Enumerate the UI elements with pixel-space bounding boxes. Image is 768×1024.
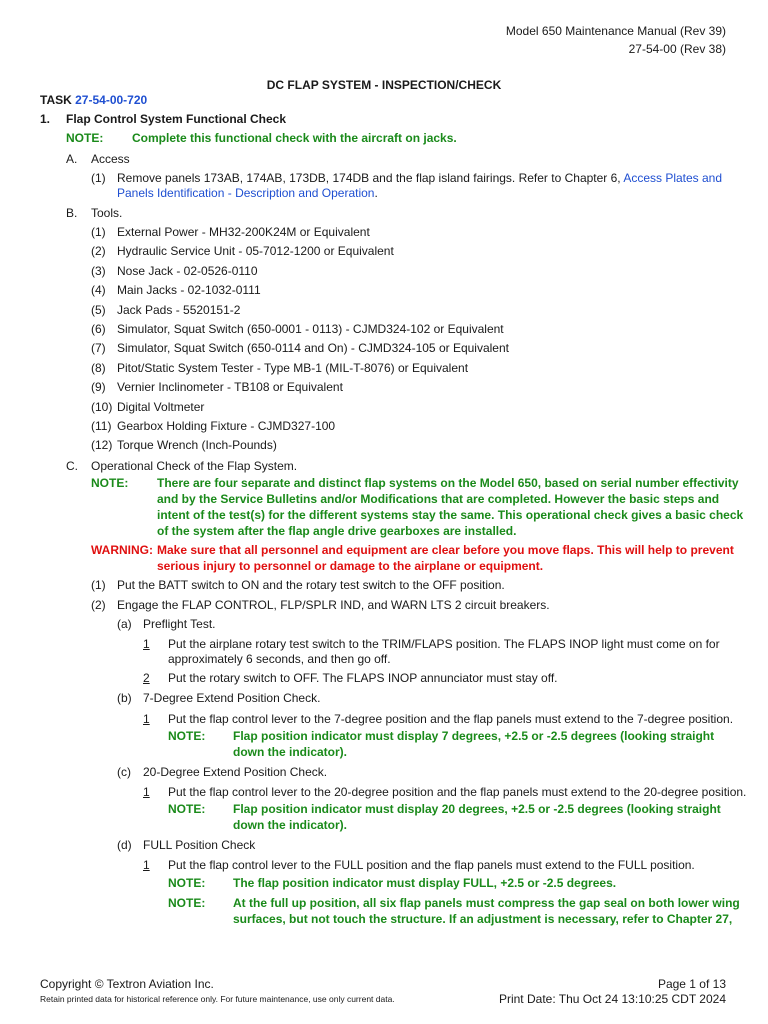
note-line: down the indicator). [233,745,347,759]
note-line: surfaces, but not touch the structure. If an adjustment is necessary, refer to Chapter 27, [233,912,733,926]
tool-number: (3) [91,264,106,278]
subitem-heading: FULL Position Check [143,838,256,852]
note-line: At the full up position, all six flap panels must compress the gap seal on both lower wing [233,896,740,910]
tool-item: Gearbox Holding Fixture - CJMD327-100 [117,419,336,433]
note-label: NOTE: [168,876,206,890]
tool-number: (2) [91,244,106,258]
note-line: Flap position indicator must display 7 degrees, +2.5 or -2.5 degrees (looking straight [233,729,715,743]
tool-number: (10) [91,400,113,414]
section-heading: Operational Check of the Flap System. [91,459,298,473]
section-letter: C. [66,459,78,473]
copyright: Copyright © Textron Aviation Inc. [40,977,214,991]
note-label: NOTE: [66,131,104,145]
retain-notice: Retain printed data for historical reference only. For future maintenance, use only current data. [40,994,395,1004]
note-label: NOTE: [168,729,206,743]
item-text: Engage the FLAP CONTROL, FLP/SPLR IND, and WARN LTS 2 circuit breakers. [117,598,550,612]
note-label: NOTE: [91,476,129,490]
section-heading: Access [91,152,130,166]
note-line: Flap position indicator must display 20 degrees, +2.5 or -2.5 degrees (looking straight [233,802,721,816]
step-text: Put the airplane rotary test switch to the TRIM/FLAPS position. The FLAPS INOP light must come on for [168,637,720,651]
tool-number: (8) [91,361,106,375]
note-line: intent of the test(s) for the different systems stay the same. This operational check gives a basic check [157,508,744,522]
note-line: of the system after the flap angle drive gearboxes are installed. [157,524,517,538]
note-line: The flap position indicator must display FULL, +2.5 or -2.5 degrees. [233,876,617,890]
step-heading: Flap Control System Functional Check [66,112,287,126]
tool-item: Main Jacks - 02-1032-0111 [117,283,261,297]
tool-number: (1) [91,225,106,239]
task-id-link[interactable]: 27-54-00-720 [75,93,148,107]
subitem-letter: (b) [117,691,132,705]
note-line: and by the Service Bulletins and/or Modifications that are completed. However the basic steps and [157,492,720,506]
step-number: 1 [143,637,150,651]
access-plates-link-cont[interactable]: Panels Identification - Description and Operation [117,186,375,200]
note-label: NOTE: [168,896,206,910]
section-heading: Tools. [91,206,123,220]
tool-item: Digital Voltmeter [117,400,205,414]
step-number: 1 [143,785,150,799]
step-number: 2 [143,671,150,685]
tool-item: Simulator, Squat Switch (650-0114 and On) - CJMD324-105 or Equivalent [117,341,509,355]
access-plates-link[interactable]: Access Plates and [623,171,723,185]
subitem-heading: 7-Degree Extend Position Check. [143,691,321,705]
print-date: Print Date: Thu Oct 24 13:10:25 CDT 2024 [498,992,726,1006]
section-letter: B. [66,206,78,220]
subitem-letter: (a) [117,617,132,631]
tool-number: (9) [91,380,106,394]
tool-item: Torque Wrench (Inch-Pounds) [117,438,277,452]
tool-item: Hydraulic Service Unit - 05-7012-1200 or Equivalent [117,244,394,258]
item-number: (1) [91,578,106,592]
warning-label: WARNING: [91,543,153,557]
access-item-line1 [117,171,722,185]
warning-line: Make sure that all personnel and equipment are clear before you move flaps. This will help to prevent [157,543,734,557]
tool-number: (7) [91,341,106,355]
section-letter: A. [66,152,78,166]
note-text: Complete this functional check with the aircraft on jacks. [132,131,457,145]
item-text: Put the BATT switch to ON and the rotary test switch to the OFF position. [117,578,505,592]
step-text: Put the flap control lever to the FULL position and the flap panels must extend to the FULL position. [168,858,695,872]
task-label: TASK [40,93,72,107]
item-number: (1) [91,171,106,185]
page-number: Page 1 of 13 [657,977,726,991]
step-text: Put the rotary switch to OFF. The FLAPS INOP annunciator must stay off. [168,671,558,685]
page-title: DC FLAP SYSTEM - INSPECTION/CHECK [266,78,502,92]
item-number: (2) [91,598,106,612]
subitem-heading: Preflight Test. [143,617,216,631]
access-item-line2 [117,186,378,200]
tool-item: Nose Jack - 02-0526-0110 [117,264,258,278]
step-text: Put the flap control lever to the 7-degree position and the flap panels must extend to the 7-degree position. [168,712,734,726]
tool-number: (11) [91,419,112,433]
note-line: down the indicator). [233,818,347,832]
tool-item: Jack Pads - 5520151-2 [117,303,241,317]
step-number: 1 [143,858,150,872]
step-text: approximately 6 seconds, and then go off. [168,652,391,666]
tool-number: (12) [91,438,113,452]
note-line: There are four separate and distinct flap systems on the Model 650, based on serial number effectivity [157,476,739,490]
item-text: Remove panels 173AB, 174AB, 173DB, 174DB and the flap island fairings. Refer to Chapter 6, [117,171,621,185]
tool-item: External Power - MH32-200K24M or Equivalent [117,225,370,239]
note-label: NOTE: [168,802,206,816]
item-text-end: . [374,186,378,200]
section-revision: 27-54-00 (Rev 38) [628,42,726,56]
tool-number: (5) [91,303,106,317]
step-number: 1 [143,712,150,726]
subitem-letter: (d) [117,838,132,852]
manual-title: Model 650 Maintenance Manual (Rev 39) [505,24,726,38]
tool-item: Pitot/Static System Tester - Type MB-1 (MIL-T-8076) or Equivalent [117,361,469,375]
task-line [40,93,147,107]
tool-item: Simulator, Squat Switch (650-0001 - 0113) - CJMD324-102 or Equivalent [117,322,504,336]
tool-number: (6) [91,322,106,336]
step-text: Put the flap control lever to the 20-degree position and the flap panels must extend to the 20-degree position. [168,785,747,799]
subitem-letter: (c) [117,765,131,779]
tool-number: (4) [91,283,106,297]
warning-line: serious injury to personnel or damage to the airplane or equipment. [157,559,544,573]
step-number: 1. [40,112,51,126]
subitem-heading: 20-Degree Extend Position Check. [143,765,328,779]
tool-item: Vernier Inclinometer - TB108 or Equivalent [117,380,343,394]
